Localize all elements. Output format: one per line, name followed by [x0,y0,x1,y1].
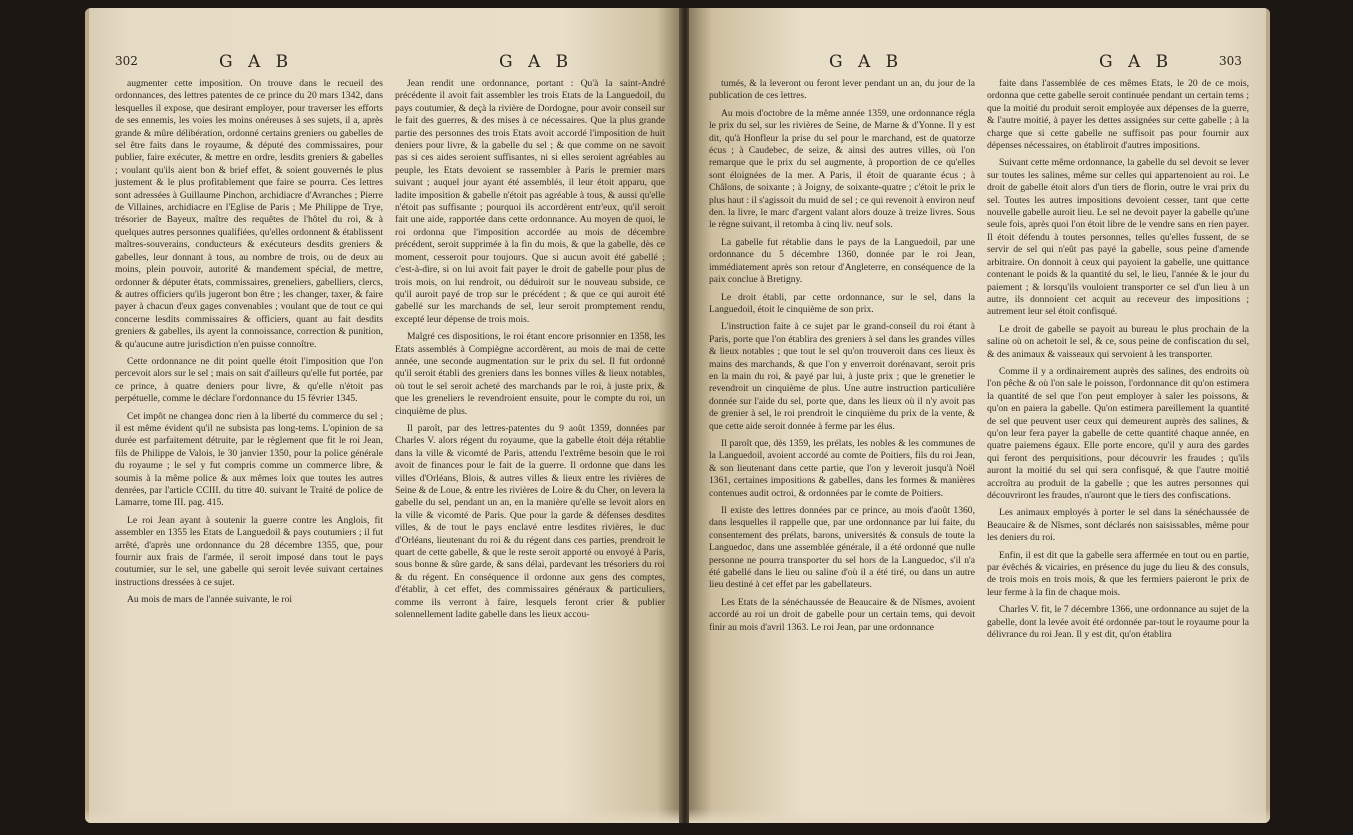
paragraph: Les animaux employés à porter le sel dans la sénéchaussée de Beaucaire & de Nîsmes, sont déclarés non saisissables, même pour les deniers du roi. [987,507,1249,544]
paragraph: Le droit de gabelle se payoit au bureau le plus prochain de la saline où on achetoit le sel, & ce, sous peine de confiscation du sel, & des animaux & vaisseaux qui servoient à les transporter. [987,323,1249,360]
right-page [689,8,1270,823]
paragraph: L'instruction faite à ce sujet par le grand-conseil du roi étant à Paris, porte que l'on établira des greniers à sel dans les grandes villes & lieux notables ; que tout le sel qu'on trouveroit dans ces lieux ès mains des marchands, & que l'on y enverroit dorénavant, seroit pris en la main du roi, & payé par lui, à juste prix ; que le grenetier le revendroit un cinquième de plus. Une autre instruction particulière donnée sur l'aide du sel, porte que, dans les lieux où il n'y avoit pas de grenier à sel, le roi prendroit le cinquième du prix de la vente, & que cette aide seroit donnée à ferme par les élus. [709,321,975,432]
left-page-column-1 [115,78,383,612]
paragraph: Malgré ces dispositions, le roi étant encore prisonnier en 1358, les Etats assemblés à Compiègne accordèrent, au mois de mai de cette année, une seconde augmentation sur le prix du sel. Il fut ordonné qu'il seroit établi des greniers dans les bonnes villes & lieux notables, où tout le sel seroit acheté des marchands par le roi, à juste prix, & que les greneliers le revendroient ensuite, pour le compte du roi, un cinquième de plus. [395,331,665,417]
paragraph: Il paroît que, dès 1359, les prélats, les nobles & les communes de la Languedoil, avoient accordé au comte de Poitiers, fils du roi Jean, & son lieutenant dans cette partie, que l'on y leveroit jusqu'à Noël 1361, certaines impositions & gabelles, dans les formes & manières contenues audit octroi, & ordonnées par le comte de Poitiers. [709,437,975,499]
paragraph: Cet impôt ne changea donc rien à la liberté du commerce du sel ; il est même évident qu'il ne subsista pas long-tems. L'opinion de sa durée est parfaitement détruite, par le règlement que fit le roi Jean, fils de Philippe de Valois, le 30 janvier 1350, pour la police générale du royaume ; le sel y fut compris comme un commerce libre, & soumis à la même police & aux mêmes loix que toutes les autres denrées, par l'article CCIII. du titre 40. suivant le Traité de police de Lamarre, tome III. pag. 415. [115,410,383,509]
paragraph: Au mois d'octobre de la même année 1359, une ordonnance régla le prix du sel, sur les rivières de Seine, de Marne & d'Yonne. Il y est dit, qu'à Honfleur la prise du sel pour le marchand, est de quatorze écus ; à Caudebec, de seize, & ainsi des autres villes, où l'on remarque que le prix du sel augmente, à proportion de ce qu'elles sont éloignées de la mer. A Paris, il étoit de quarante écus ; à Châlons, de soixante ; à Joigny, de soixante-quatre ; c'étoit le prix le plus haut : il s'agissoit du muid de sel ; ce qui revenoit à environ neuf den. la livre, le marc d'argent valant alors douze à treize livres. Sous le règne suivant, il retomba à cinq liv. neuf sols. [709,107,975,231]
open-book [85,8,1270,830]
running-head-left-col2: G A B [499,52,574,72]
right-page-column-2 [987,78,1249,646]
page-number-left: 302 [115,54,138,68]
running-head-right-col1: G A B [829,52,904,72]
page-number-right: 303 [1219,54,1242,68]
paragraph: faite dans l'assemblée de ces mêmes Etats, le 20 de ce mois, ordonna que cette gabelle seroit continuée pendant un certain tems ; que la moitié du produit seroit employée aux dépenses de la guerre, & l'autre moitié, à payer les dettes assignées sur cette gabelle ; à la charge que si cette gabelle ne suffisoit pas pour fournir aux dépenses nécessaires, on établiroit d'autres impositions. [987,78,1249,152]
paragraph: augmenter cette imposition. On trouve dans le recueil des ordonnances, des lettres patentes de ce prince du 20 mars 1342, dans lesquelles il expose, que desirant employer, pour traverser les efforts de ses ennemis, les voies les moins onéreuses à ses sujets, il a, après grande & mûre délibération, ordonné certains greniers ou gabelles de sel être faits dans le royaume, & député des commissaires, pour publier, faire exécuter, & mettre en ordre, lesdits greniers & gabelles ; voulant qu'ils aient bon & brief effet, & soient gouvernés le plus justement & le plus profitablement que faire se pourra. Ces lettres sont adressées à Guillaume Pinchon, archidiacre d'Avranches ; Pierre de Villaines, archidiacre en l'Eglise de Paris ; Me Philippe de Trye, trésorier de Bayeux, maître des requêtes de l'hôtel du roi, & à quelques autres personnes qualifiées, qu'elles ordonnent & établissent maîtres-souverains, conducteurs & exécuteurs desdits greniers & gabelles, leur donnant à tous, au nombre de trois, ou de deux au moins, plein pouvoir, autorité & mandement spécial, de mettre, ordonner & députer états, commissaires, greneliers, gabelliers, clercs, & autres officiers qu'ils jugeront bon être ; les changer, taxer, & faire payer à chacun d'eux gages convenables ; voulant que de tout ce qui concerne lesdits commissaires & officiers, quant au fait desdits greniers & gabelles, ils ayent la connoissance, correction & punition, & qu'aucune autre jurisdiction n'en puisse connoître. [115,78,383,350]
running-head-left-col1: G A B [219,52,294,72]
paragraph: Il paroît, par des lettres-patentes du 9 août 1359, données par Charles V. alors régent du royaume, que la gabelle étoit déja rétablie dans la ville & vicomté de Paris, attendu l'extrême besoin que le roi avoit de finances pour le fait de la guerre. Il ordonne que dans les villes d'Orléans, Blois, & autres villes & lieux entre les rivières de Seine & de Loue, & entre les rivières de Loire & du Cher, on levera la gabelle du sel, pendant un an, en la manière qu'elle se levoit alors en la ville & vicomté de Paris. Que pour la garde & défenses desdites villes, & de tout le pays enclavé entre lesdites rivières, le duc d'Orléans, lieutenant du roi & du régent dans ces parties, prendroit le quart de cette gabelle, & que le reste seroit apporté ou envoyé à Paris, sous bonne & sûre garde, & sans délai, pardevant les trésoriers du roi & du régent. En conséquence il ordonne aux gens des comptes, d'établir, à cet effet, des commissaires généraux & particuliers, comme ils verront à faire, lesquels feront crier & publier solennellement ladite gabelle dans les lieux accou- [395,422,665,621]
paragraph: Enfin, il est dit que la gabelle sera affermée en tout ou en partie, par évêchés & vicairies, en présence du juge du lieu & des consuls, de trois mois en trois mois, & que les fermiers paieront le prix de leur ferme à la fin de chaque mois. [987,549,1249,598]
paragraph: Suivant cette même ordonnance, la gabelle du sel devoit se lever sur toutes les salines, même sur celles qui appartenoient au roi. Le droit de gabelle étoit alors d'un tiers de florin, outre le vrai prix du sel. Toutes les autres impositions devoient cesser, tant que cette nouvelle gabelle auroit lieu. Le sel ne devoit payer la gabelle qu'une seule fois, après quoi l'on étoit libre de le vendre sans en rien payer. Il étoit défendu à toutes personnes, telles qu'elles fussent, de se servir de sel qui n'eût pas payé la gabelle, sous peine d'amende arbitraire. On donnoit à ceux qui payoient la gabelle, une quittance contenant le poids & la quantité du sel, le lieu, l'année & le jour du paiement ; & lorsqu'ils vouloient transporter ce sel d'un lieu à un autre, ils donnoient cet acquit au receveur des impositions ; autrement leur sel étoit confisqué. [987,157,1249,318]
paragraph: Il existe des lettres données par ce prince, au mois d'août 1360, dans lesquelles il rappelle que, par une ordonnance par lui faite, du consentement des prélats, barons, universités & consuls de toute la Languedoc, dans une assemblée générale, il a été ordonné que nulle personne ne pourra transporter du sel hors de la Languedoc, s'il n'a été gabellé dans le lieu ou saline d'où il a été tiré, ou dans un autre lieu destiné à cet effet par les gabellateurs. [709,505,975,591]
paragraph: Cette ordonnance ne dit point quelle étoit l'imposition que l'on percevoit alors sur le sel ; mais on sait d'ailleurs qu'elle fut portée, par ce prince, à quatre deniers pour livre, & qu'elle n'étoit pas perpétuelle, comme le déclare l'ordonnance du 15 février 1345. [115,355,383,405]
left-page [85,8,681,823]
paragraph: Les Etats de la sénéchaussée de Beaucaire & de Nîsmes, avoient accordé au roi un droit de gabelle pour un certain tems, qui devoit finir au mois d'avril 1363. Le roi Jean, par une ordonnance [709,596,975,633]
running-head-right-col2: G A B [1099,52,1174,72]
paragraph: Jean rendit une ordonnance, portant : Qu'à la saint-André précédente il avoit fait assembler les trois Etats de la Languedoil, du pays coutumier, & deçà la rivière de Dordogne, pour avoir conseil sur le fait des guerres, & des mises à ce nécessaires. Que la plus grande partie des personnes des trois Etats avoit accordé l'imposition de huit deniers pour livre, & la gabelle du sel ; & que comme on ne savoit pas si ces aides seroient suffisantes, ni si elles seroient agréables au peuple, les Etats devoient se rassembler à Paris le premier mars suivant ; auquel jour ayant été assemblés, il leur étoit apparu, que ladite imposition & gabelle n'étoit pas agréable à tous, & aussi qu'elle n'étoit pas suffisante ; pourquoi ils accordèrent entr'eux, qu'il seroit fait une aide, rapportée dans cette ordonnance. Au moyen de quoi, le roi ordonna que l'imposition accordée au mois de décembre précédent, seroit supprimée à la fin du mois, & que la gabelle, dès ce moment, cesseroit pour toujours. Que si aucun avoit été gabellé ; c'est-à-dire, si on lui avoit fait payer le droit de gabelle pour plus de trois mois, on lui rendroit, ou déduiroit sur le nouveau subside, ce qu'il auroit payé de trop sur le précédent ; & que ce qui auroit été gabellé sur les marchands de sel, leur seroit promptement rendu, excepté leur dépense de trois mois. [395,78,665,325]
paragraph: Au mois de mars de l'année suivante, le roi [127,594,293,606]
paragraph: tumés, & la leveront ou feront lever pendant un an, du jour de la publication de ces lettres. [709,78,975,102]
right-page-column-1 [709,78,975,639]
left-page-column-2 [395,78,665,626]
paragraph: La gabelle fut rétablie dans le pays de la Languedoil, par une ordonnance du 5 décembre 1360, donnée par le roi Jean, immédiatement après son retour d'Angleterre, en conséquence de la paix conclue à Bretigny. [709,236,975,286]
paragraph: Charles V. fit, le 7 décembre 1366, une ordonnance au sujet de la gabelle, dont la levée avoit été ordonnée par-tout le royaume pour la délivrance du roi Jean. Il y est dit, qu'on établira [987,604,1249,641]
paragraph: Le roi Jean ayant à soutenir la guerre contre les Anglois, fit assembler en 1355 les Etats de Languedoil & pays coutumiers ; il fut arrêté, d'après une ordonnance du 28 décembre 1355, que, pour fournir aux frais de l'armée, il seroit imposé dans tout le pays coutumier, sur le sel, une gabelle qui seroit levée suivant certaines instructions dressées à ce sujet. [115,514,383,588]
paragraph: Comme il y a ordinairement auprès des salines, des endroits où l'on pêche & où l'on sale le poisson, l'ordonnance dit qu'on estimera la quantité de sel que l'on peut employer à saler les poissons, & qu'on en paiera la gabelle. Qu'on estimera pareillement la quantité de sel que peuvent user ceux qui demeurent auprès des salines, & qu'on leur fera payer la gabelle de cette quantité chaque année, en quatre paiemens égaux. Elle porte encore, qu'il y aura des gardes qui feront des perquisitions, pour découvrir les fraudes ; qu'ils auront la moitié du sel qui sera confisqué, & que l'autre moitié accroîtra au produit de la gabelle ; que les autres personnes qui découvriront les fraudes, n'auront que le tiers des confiscations. [987,365,1249,501]
paragraph: Le droit établi, par cette ordonnance, sur le sel, dans la Languedoil, étoit le cinquième de son prix. [709,291,975,315]
